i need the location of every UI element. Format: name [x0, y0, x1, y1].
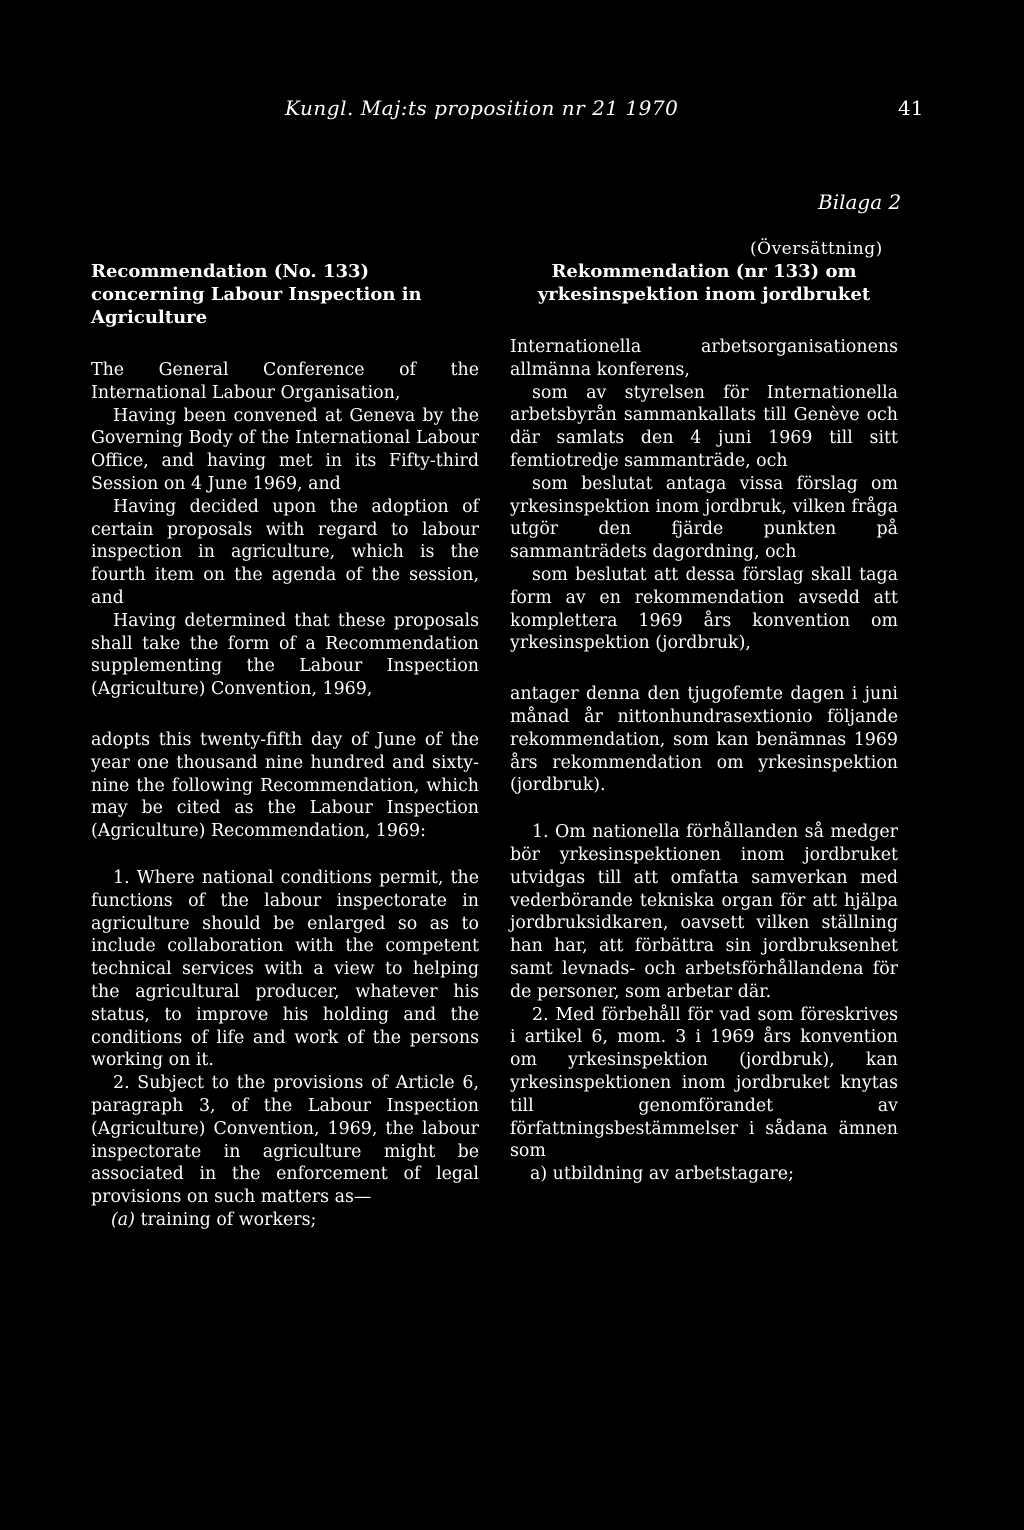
english-sub-item-a-text: training of workers; — [134, 1209, 317, 1230]
english-preamble-3: Having decided upon the adoption of certain proposals with regard to labour inspection in agriculture, which is the fourth item on the agenda of the session, and — [91, 496, 479, 608]
swedish-adoption: antager denna den tjugofemte dagen i juni månad år nittonhundrasextionio följande rekommendation, som kan benämnas 1969 års rekommendation om yrkesinspektion (jordbruk). — [510, 684, 898, 796]
swedish-sub-item-a-label: a) — [530, 1164, 548, 1185]
english-item-1: 1. Where national conditions permit, the functions of the labour inspectorate in agriculture should be enlarged so as to include collaboration with the competent technical services with a view to helping the agricultural producer, whatever his status, to improve his holding and the conditions of life and work of the persons working on it. — [91, 867, 479, 1071]
swedish-item-2: 2. Med förbehåll för vad som föreskrives i artikel 6, mom. 3 i 1969 års konvention om yrkesinspektion (jordbruk), kan yrkesinspektionen inom jordbruket knytas till genomförandet av författningsbestämmelser i sådana ämnen som — [510, 1004, 898, 1162]
translation-note: (Översättning) — [750, 239, 883, 259]
swedish-preamble-3: som beslutat antaga vissa förslag om yrkesinspektion inom jordbruk, vilken fråga utgör den fjärde punkten på sammanträdets dagordning, och — [510, 473, 898, 563]
english-sub-item-a — [91, 1209, 479, 1232]
english-column — [91, 260, 479, 1232]
english-sub-item-a-label: (a) — [111, 1209, 135, 1230]
english-preamble-2: Having been convened at Geneva by the Governing Body of the International Labour Office, and having met in its Fifty-third Session on 4 June 1969, and — [91, 405, 479, 494]
appendix-label: Bilaga 2 — [818, 190, 902, 214]
swedish-sub-item-a — [510, 1163, 898, 1186]
running-title: Kungl. Maj:ts proposition nr 21 1970 — [285, 96, 679, 120]
swedish-item-1: 1. Om nationella förhållanden så medger bör yrkesinspektionen inom jordbruket utvidgas till att omfatta samverkan med vederbörande tekniska organ för att hjälpa jordbruksidkaren, oavsett vilken ställning han har, att förbättra sin jordbruksenhet samt levnads- och arbetsförhållandena för de personer, som arbetar där. — [510, 822, 898, 1002]
swedish-preamble-1: Internationella arbetsorganisationens allmänna konferens, — [510, 337, 898, 380]
english-adoption: adopts this twenty-fifth day of June of the year one thousand nine hundred and sixty-nine the following Recommendation, which may be cited as the Labour Inspection (Agriculture) Recommendation, 1969: — [91, 729, 479, 842]
english-item-2: 2. Subject to the provisions of Article 6, paragraph 3, of the Labour Inspection (Agriculture) Convention, 1969, the labour inspectorate in agriculture might be associated in the enforcement of legal provisions on such matters as— — [91, 1073, 479, 1208]
english-heading: Recommendation (No. 133) concerning Labour Inspection in Agriculture — [91, 261, 422, 328]
english-preamble-4: Having determined that these proposals shall take the form of a Recommendation supplementing the Labour Inspection (Agriculture) Convention, 1969, — [91, 610, 479, 700]
swedish-preamble-4: som beslutat att dessa förslag skall taga form av en rekommendation avsedd att komplettera 1969 års konvention om yrkesinspektion (jordbruk), — [510, 564, 898, 654]
swedish-preamble-2: som av styrelsen för Internationella arbetsbyrån sammankallats till Genève och där samlats den 4 juni 1969 till sitt femtiotredje sammanträde, och — [510, 382, 898, 471]
page-number: 41 — [898, 96, 924, 120]
english-preamble-1: The General Conference of the International Labour Organisation, — [91, 360, 479, 403]
swedish-sub-item-a-text: utbildning av arbetstagare; — [547, 1164, 794, 1185]
swedish-heading: Rekommendation (nr 133) om yrkesinspektion inom jordbruket — [537, 261, 871, 305]
swedish-column — [510, 260, 898, 1186]
